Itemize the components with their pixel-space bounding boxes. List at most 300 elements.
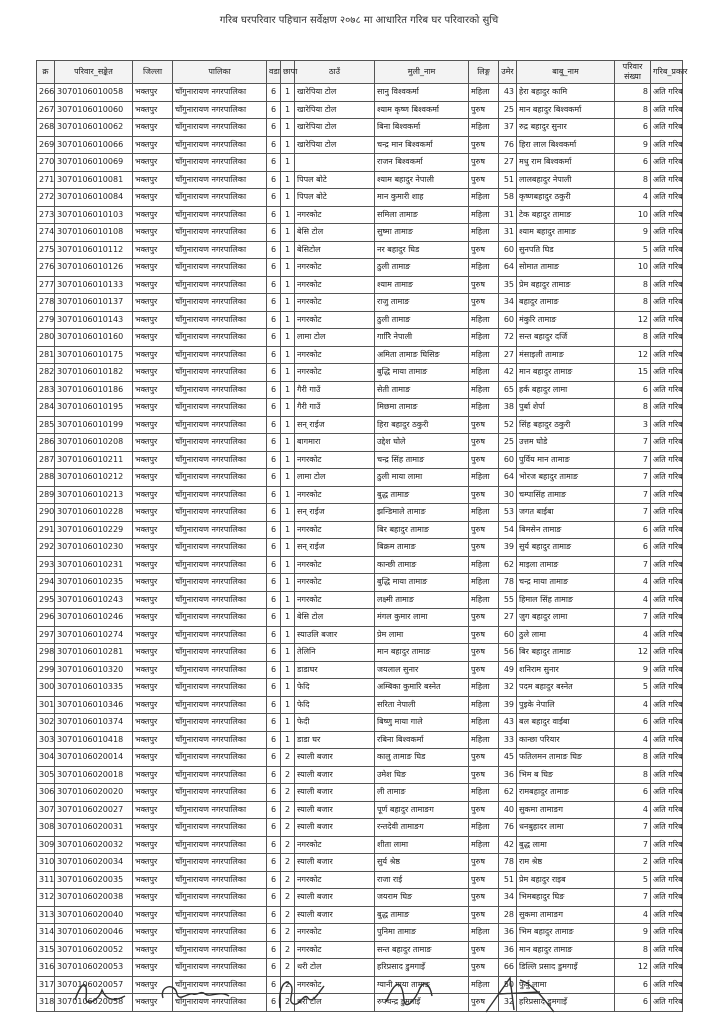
table-cell: भक्तपुर	[133, 189, 173, 207]
table-row	[37, 854, 683, 872]
table-cell: 2	[281, 889, 295, 907]
table-cell: भक्तपुर	[133, 924, 173, 942]
table-row	[37, 364, 683, 382]
table-cell: बिष्णु माया गाले	[375, 714, 469, 732]
table-cell: हिमाल सिंह तामाङ	[517, 591, 615, 609]
table-cell: 6	[267, 959, 281, 977]
table-cell: अति गरिब	[651, 136, 683, 154]
table-cell: 1	[281, 136, 295, 154]
table-cell: पुरुष	[469, 294, 499, 312]
table-cell: महिला	[469, 696, 499, 714]
table-cell: 301	[37, 696, 55, 714]
table-cell: स्याली बजार	[295, 784, 375, 802]
table-cell: 1	[281, 731, 295, 749]
table-cell: महिला	[469, 84, 499, 102]
table-cell: बुद्ध तामाङ	[375, 906, 469, 924]
table-cell: 6	[267, 801, 281, 819]
table-cell: चाँगुनारायण नगरपालिका	[173, 644, 267, 662]
table-cell: स्याली बजार	[295, 906, 375, 924]
table-cell: चाँगुनारायण नगरपालिका	[173, 469, 267, 487]
table-cell: कान्छी तामाङ	[375, 556, 469, 574]
table-cell: 6	[267, 84, 281, 102]
table-cell: भक्तपुर	[133, 661, 173, 679]
table-cell: रुद्र बहादुर सुनार	[517, 119, 615, 137]
table-cell: 3070106010182	[55, 364, 133, 382]
table-cell: 6	[267, 574, 281, 592]
table-cell: पिपल बोटे	[295, 189, 375, 207]
table-cell: अति गरिब	[651, 749, 683, 767]
table-cell: 3070106010186	[55, 381, 133, 399]
table-cell: सुनपति घिड	[517, 241, 615, 259]
table-cell: 6	[267, 994, 281, 1012]
signature-4	[380, 972, 440, 1016]
table-cell: अति गरिब	[651, 276, 683, 294]
table-cell: 1	[281, 416, 295, 434]
table-cell: 4	[615, 696, 651, 714]
table-cell: मंकुरि तामाङ	[517, 311, 615, 329]
table-cell: 6	[615, 119, 651, 137]
table-cell: गारिि नेपाली	[375, 329, 469, 347]
table-cell: भक्तपुर	[133, 784, 173, 802]
table-cell: 273	[37, 206, 55, 224]
table-cell: भक्तपुर	[133, 731, 173, 749]
table-cell: 6	[267, 714, 281, 732]
table-cell: 297	[37, 626, 55, 644]
table-cell: भक्तपुर	[133, 854, 173, 872]
table-cell: अम्बिका कुमारि बस्नेत	[375, 679, 469, 697]
table-cell: 3070106010058	[55, 84, 133, 102]
table-row	[37, 591, 683, 609]
table-cell: खारेपिया टोल	[295, 101, 375, 119]
table-cell: फेदि	[295, 679, 375, 697]
table-cell: 3070106010062	[55, 119, 133, 137]
table-cell: 6	[267, 976, 281, 994]
table-cell: स्याउलि बजार	[295, 626, 375, 644]
column-header: परिवार संख्या	[615, 61, 651, 84]
table-cell: ठुले लामा	[517, 626, 615, 644]
table-cell: प्रेम बहादुर राइब	[517, 871, 615, 889]
table-cell: पुरुष	[469, 434, 499, 452]
table-cell: 2	[281, 959, 295, 977]
table-cell: 6	[267, 784, 281, 802]
table-cell: नगरकोट	[295, 976, 375, 994]
table-cell: 3070106010069	[55, 154, 133, 172]
table-cell: 78	[499, 574, 517, 592]
table-cell: 27	[499, 346, 517, 364]
table-cell: भक्तपुर	[133, 84, 173, 102]
table-cell: 289	[37, 486, 55, 504]
table-cell: 6	[267, 189, 281, 207]
table-cell: 3070106010212	[55, 469, 133, 487]
table-cell: पुरुष	[469, 889, 499, 907]
table-cell: 291	[37, 521, 55, 539]
table-cell: 4	[615, 801, 651, 819]
table-cell: 1	[281, 591, 295, 609]
table-cell: भक्तपुर	[133, 959, 173, 977]
table-cell: भक्तपुर	[133, 259, 173, 277]
table-cell: 6	[267, 311, 281, 329]
table-cell: 2	[281, 784, 295, 802]
table-cell: 6	[267, 749, 281, 767]
table-cell: 295	[37, 591, 55, 609]
table-cell: फुर्वु लामा	[517, 976, 615, 994]
table-cell: 292	[37, 539, 55, 557]
table-cell: सुकमा तामाङग	[517, 906, 615, 924]
table-cell: 1	[281, 696, 295, 714]
table-cell: अति गरिब	[651, 84, 683, 102]
table-cell: सिंह बहादुर ठकुरी	[517, 416, 615, 434]
table-cell: शनिराम सुनार	[517, 661, 615, 679]
table-cell: 6	[615, 994, 651, 1012]
table-cell: महिला	[469, 259, 499, 277]
table-cell: 6	[267, 346, 281, 364]
table-cell: अति गरिब	[651, 101, 683, 119]
table-cell: उत्तम घोडे	[517, 434, 615, 452]
table-cell: 278	[37, 294, 55, 312]
table-cell: स्याली बजार	[295, 854, 375, 872]
table-cell: 1	[281, 451, 295, 469]
table-cell: बिर बहादुर तामाङ	[375, 521, 469, 539]
table-cell: 32	[499, 994, 517, 1012]
table-cell: अति गरिब	[651, 364, 683, 382]
table-cell: 42	[499, 836, 517, 854]
table-cell: 5	[615, 241, 651, 259]
table-cell: अति गरिब	[651, 906, 683, 924]
table-cell: मान बहादुर तामाङ	[517, 941, 615, 959]
table-cell: 6	[267, 679, 281, 697]
column-header: पालिका	[173, 61, 267, 84]
table-cell: पूर्ण बहादुर तामाङग	[375, 801, 469, 819]
table-cell: 25	[499, 434, 517, 452]
table-cell: पुरुष	[469, 941, 499, 959]
table-cell: 3070106020018	[55, 766, 133, 784]
table-cell: भक्तपुर	[133, 871, 173, 889]
table-row	[37, 346, 683, 364]
table-cell: 303	[37, 731, 55, 749]
table-cell: 6	[267, 329, 281, 347]
table-cell: 43	[499, 714, 517, 732]
table-cell: अति गरिब	[651, 346, 683, 364]
table-cell: 6	[267, 276, 281, 294]
table-cell: चाँगुनारायण नगरपालिका	[173, 119, 267, 137]
table-cell: 6	[615, 784, 651, 802]
table-row	[37, 644, 683, 662]
table-cell: चाँगुनारायण नगरपालिका	[173, 154, 267, 172]
table-cell: 9	[615, 924, 651, 942]
table-cell: पुरुष	[469, 766, 499, 784]
table-cell: मधु राम बिश्वकर्मा	[517, 154, 615, 172]
table-cell: बहादुर तामाङ	[517, 294, 615, 312]
table-cell: 3070106010418	[55, 731, 133, 749]
table-cell: 8	[615, 749, 651, 767]
table-cell: लामा टोल	[295, 329, 375, 347]
table-cell: 281	[37, 346, 55, 364]
table-row	[37, 276, 683, 294]
table-cell: 288	[37, 469, 55, 487]
table-cell: 309	[37, 836, 55, 854]
table-cell: अति गरिब	[651, 469, 683, 487]
column-header: बाबु_नाम	[517, 61, 615, 84]
table-cell: 6	[267, 416, 281, 434]
table-cell: 2	[281, 941, 295, 959]
table-cell: 3070106020058	[55, 994, 133, 1012]
table-cell: 8	[615, 171, 651, 189]
table-cell: पुनिमा तामाङ	[375, 924, 469, 942]
table-cell: महिला	[469, 714, 499, 732]
table-cell: 8	[615, 276, 651, 294]
table-cell: अति गरिब	[651, 661, 683, 679]
table-cell: 3070106010243	[55, 591, 133, 609]
table-cell: 8	[615, 329, 651, 347]
table-row	[37, 469, 683, 487]
table-row	[37, 329, 683, 347]
table-cell: भक्तपुर	[133, 171, 173, 189]
table-cell: फतिलमन तामाङ घिङ	[517, 749, 615, 767]
table-cell: चाँगुनारायण नगरपालिका	[173, 801, 267, 819]
table-cell: 6	[267, 941, 281, 959]
table-cell: 28	[499, 906, 517, 924]
table-cell: 6	[267, 206, 281, 224]
table-row	[37, 766, 683, 784]
table-cell: रामबहादुर तामाङ	[517, 784, 615, 802]
table-cell: चाँगुनारायण नगरपालिका	[173, 504, 267, 522]
table-cell: 6	[267, 364, 281, 382]
table-cell: बेसि टोल	[295, 224, 375, 242]
table-cell: अति गरिब	[651, 224, 683, 242]
table-cell: बुद्धि माया तामाङ	[375, 364, 469, 382]
table-cell: तेलिनि	[295, 644, 375, 662]
table-cell: 4	[615, 189, 651, 207]
table-cell: सन्त बहादुर तामाङ	[375, 941, 469, 959]
table-cell: महिला	[469, 381, 499, 399]
table-cell: चाँगुनारायण नगरपालिका	[173, 924, 267, 942]
table-cell: 1	[281, 609, 295, 627]
table-cell: चाँगुनारायण नगरपालिका	[173, 399, 267, 417]
table-cell: 3070106010081	[55, 171, 133, 189]
table-cell: सन् राईज	[295, 539, 375, 557]
table-cell: 6	[267, 469, 281, 487]
table-cell: 6	[267, 819, 281, 837]
table-cell: 39	[499, 539, 517, 557]
table-cell: नगरकोट	[295, 206, 375, 224]
table-cell: भक्तपुर	[133, 451, 173, 469]
table-cell: मान बहादुर तामाङ	[375, 644, 469, 662]
table-cell: 49	[499, 661, 517, 679]
table-cell: 65	[499, 381, 517, 399]
table-row	[37, 224, 683, 242]
table-cell: नगरकोट	[295, 574, 375, 592]
table-cell: भक्तपुर	[133, 696, 173, 714]
table-cell: 1	[281, 364, 295, 382]
table-cell: अति गरिब	[651, 976, 683, 994]
table-cell: बेसिटोल	[295, 241, 375, 259]
table-cell: ठुली तामाङ	[375, 259, 469, 277]
table-cell: श्याम कृष्ण बिश्वकर्मा	[375, 101, 469, 119]
table-cell: 3070106010211	[55, 451, 133, 469]
table-cell: नगरकोट	[295, 521, 375, 539]
table-cell: 60	[499, 451, 517, 469]
table-cell: महिला	[469, 679, 499, 697]
table-cell: 287	[37, 451, 55, 469]
table-cell: 270	[37, 154, 55, 172]
table-cell: भक्तपुर	[133, 836, 173, 854]
table-cell: 72	[499, 329, 517, 347]
table-cell: पुरुष	[469, 661, 499, 679]
table-cell: 311	[37, 871, 55, 889]
table-cell: चाँगुनारायण नगरपालिका	[173, 574, 267, 592]
table-cell: 3070106020052	[55, 941, 133, 959]
table-cell: श्याम बहादुर तामाङ	[517, 224, 615, 242]
table-cell: जुग बहादुर लामा	[517, 609, 615, 627]
table-cell: 290	[37, 504, 55, 522]
table-cell: माइला तामाङ	[517, 556, 615, 574]
column-header: छापा	[281, 61, 295, 84]
table-row	[37, 381, 683, 399]
table-cell: 6	[267, 399, 281, 417]
table-cell: 32	[499, 679, 517, 697]
table-cell: अति गरिब	[651, 171, 683, 189]
table-row	[37, 84, 683, 102]
table-cell: सन्त बहादुर दर्जि	[517, 329, 615, 347]
table-cell: स्याली बजार	[295, 889, 375, 907]
table-cell: पुरुष	[469, 521, 499, 539]
table-cell: 3070106010066	[55, 136, 133, 154]
table-row	[37, 889, 683, 907]
column-header: मुली_नाम	[375, 61, 469, 84]
table-cell: 52	[499, 416, 517, 434]
table-cell: महिला	[469, 329, 499, 347]
table-cell: महिला	[469, 574, 499, 592]
table-cell: भक्तपुर	[133, 941, 173, 959]
table-cell: 266	[37, 84, 55, 102]
table-cell: जयराम घिङ	[375, 889, 469, 907]
table-cell: 2	[281, 854, 295, 872]
table-cell: मान बहादुर तामाङ	[517, 364, 615, 382]
table-cell: चाँगुनारायण नगरपालिका	[173, 696, 267, 714]
table-cell: अति गरिब	[651, 311, 683, 329]
table-cell: 1	[281, 224, 295, 242]
table-cell: सरिता नेपाली	[375, 696, 469, 714]
table-cell: 1	[281, 469, 295, 487]
table-cell: अति गरिब	[651, 574, 683, 592]
table-cell: 1	[281, 346, 295, 364]
table-cell: फेदी	[295, 714, 375, 732]
table-cell: 2	[281, 749, 295, 767]
table-cell: 277	[37, 276, 55, 294]
table-row	[37, 136, 683, 154]
table-cell: 30	[499, 486, 517, 504]
table-cell: ठुली तामाङ	[375, 311, 469, 329]
table-cell: 1	[281, 521, 295, 539]
table-cell: भक्तपुर	[133, 819, 173, 837]
table-cell: 3070106010246	[55, 609, 133, 627]
table-cell: नगरकोट	[295, 924, 375, 942]
table-row	[37, 521, 683, 539]
table-cell: 64	[499, 259, 517, 277]
table-cell: भक्तपुर	[133, 311, 173, 329]
table-cell: अति गरिब	[651, 679, 683, 697]
table-cell: 3070106020057	[55, 976, 133, 994]
table-cell: चाँगुनारायण नगरपालिका	[173, 136, 267, 154]
table-row	[37, 311, 683, 329]
table-cell: भक्तपुर	[133, 241, 173, 259]
table-cell: 3070106010060	[55, 101, 133, 119]
table-cell: अति गरिब	[651, 329, 683, 347]
table-cell: 282	[37, 364, 55, 382]
table-cell: पुरुष	[469, 871, 499, 889]
table-cell: रन्तदेवी तामाङग	[375, 819, 469, 837]
table-cell: 6	[615, 714, 651, 732]
table-cell: पुरुष	[469, 136, 499, 154]
table-cell: 6	[267, 259, 281, 277]
table-cell: सेती तामाङ	[375, 381, 469, 399]
table-cell: 12	[615, 959, 651, 977]
table-cell: भक्तपुर	[133, 591, 173, 609]
table-row	[37, 626, 683, 644]
table-cell: पुरुष	[469, 171, 499, 189]
table-cell: 6	[267, 696, 281, 714]
table-cell: 9	[615, 661, 651, 679]
table-cell: 3070106010160	[55, 329, 133, 347]
table-cell: पुरुष	[469, 994, 499, 1012]
table-cell: बिमसेन तामाङ	[517, 521, 615, 539]
table-cell: 36	[499, 766, 517, 784]
table-cell: भक्तपुर	[133, 399, 173, 417]
table-cell: राम श्रेष्ठ	[517, 854, 615, 872]
table-body	[37, 84, 683, 1012]
table-cell: 6	[267, 854, 281, 872]
table-row	[37, 819, 683, 837]
table-cell: नगरकोट	[295, 294, 375, 312]
table-cell: अति गरिब	[651, 399, 683, 417]
table-cell: 6	[267, 136, 281, 154]
table-cell: 3070106020040	[55, 906, 133, 924]
column-header: लिङ्ग	[469, 61, 499, 84]
table-cell: 293	[37, 556, 55, 574]
table-cell: 9	[615, 224, 651, 242]
table-cell: चन्द्र माया तामाङ	[517, 574, 615, 592]
table-cell: 43	[499, 84, 517, 102]
table-cell: बिर बहादुर तामाङ	[517, 644, 615, 662]
table-cell: डिल्लि प्रसाद डुमगाइँ	[517, 959, 615, 977]
table-cell: नगरकोट	[295, 556, 375, 574]
table-row	[37, 294, 683, 312]
table-cell: 269	[37, 136, 55, 154]
table-cell: अति गरिब	[651, 206, 683, 224]
table-cell: महिला	[469, 591, 499, 609]
table-cell: 3070106010335	[55, 679, 133, 697]
table-cell: 7	[615, 504, 651, 522]
table-row	[37, 434, 683, 452]
table-cell: 10	[615, 259, 651, 277]
table-cell: 285	[37, 416, 55, 434]
table-cell: अति गरिब	[651, 521, 683, 539]
table-cell: भक्तपुर	[133, 994, 173, 1012]
table-cell: चाँगुनारायण नगरपालिका	[173, 224, 267, 242]
table-cell: 39	[499, 696, 517, 714]
table-cell: चाँगुनारायण नगरपालिका	[173, 521, 267, 539]
table-cell: चाँगुनारायण नगरपालिका	[173, 854, 267, 872]
table-cell: महिला	[469, 504, 499, 522]
table-cell: सुर्य श्रेष्ठ	[375, 854, 469, 872]
table-cell: 3070106020031	[55, 819, 133, 837]
table-cell: पुर्विय मान तामाङ	[517, 451, 615, 469]
table-row	[37, 504, 683, 522]
table-cell: भक्तपुर	[133, 766, 173, 784]
table-cell: 3070106010143	[55, 311, 133, 329]
table-cell: डाडा घर	[295, 731, 375, 749]
table-cell: 2	[281, 766, 295, 784]
